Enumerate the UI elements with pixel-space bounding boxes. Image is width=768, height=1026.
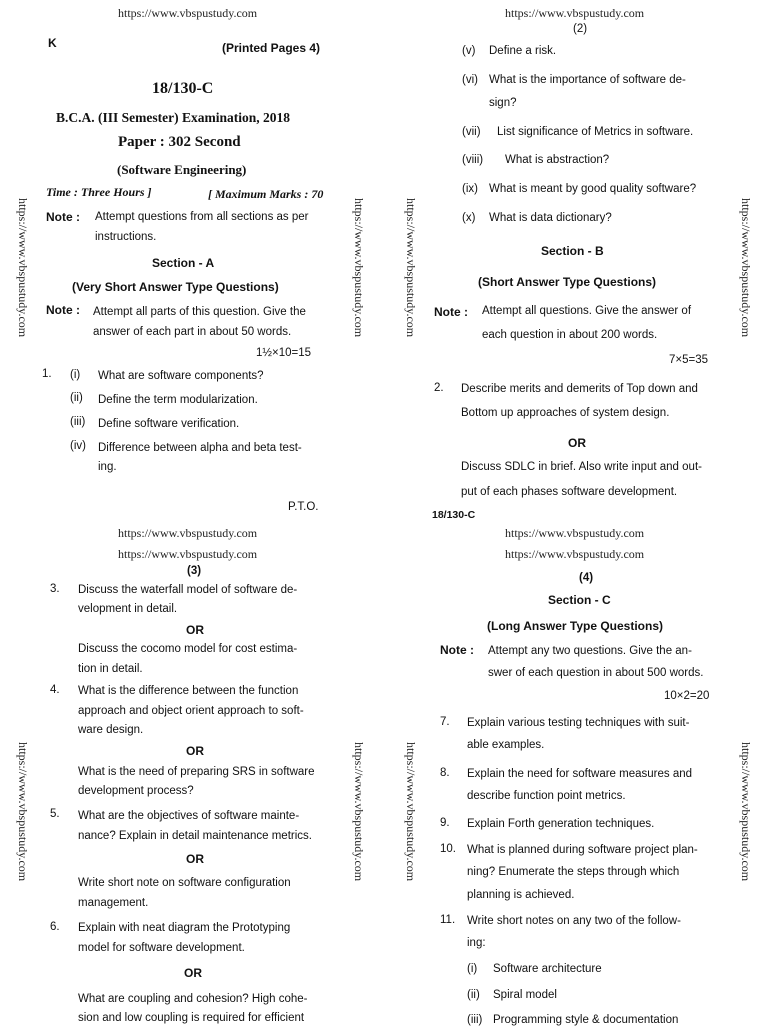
q1-number: 1. bbox=[42, 368, 52, 380]
q9-text: Explain Forth generation techniques. bbox=[467, 818, 655, 830]
q4-or: OR bbox=[186, 744, 204, 758]
q2-alt-text-1: Discuss SDLC in brief. Also write input and out- bbox=[461, 461, 702, 473]
mid-url-left-2: https://www.vbspustudy.com bbox=[118, 547, 258, 561]
section-b-heading: Section - B bbox=[541, 244, 604, 258]
note2-line-1: Attempt all parts of this question. Give the bbox=[93, 306, 306, 318]
q11-number: 11. bbox=[440, 914, 456, 926]
q2-alt-text-2: put of each phases software development. bbox=[461, 486, 678, 498]
q1-iv-text-2: ing. bbox=[98, 461, 117, 473]
q11-iii-text: Programming style & documentation bbox=[493, 1014, 679, 1026]
q3-text-1: Discuss the waterfall model of software de- bbox=[78, 584, 298, 596]
q7-number: 7. bbox=[440, 716, 450, 728]
q1-x-text: What is data dictionary? bbox=[489, 212, 612, 224]
side-url-left-top: https://www.vbspustudy.com bbox=[16, 198, 30, 338]
q1-vi-text-1: What is the importance of software de- bbox=[489, 74, 686, 86]
section-b-note-2: each question in about 200 words. bbox=[482, 329, 658, 341]
exam-title: B.C.A. (III Semester) Examination, 2018 bbox=[56, 110, 290, 125]
q2-text-2: Bottom up approaches of system design. bbox=[461, 407, 670, 419]
side-url-left-bottom: https://www.vbspustudy.com bbox=[16, 742, 30, 882]
q11-text-1: Write short notes on any two of the follow- bbox=[467, 915, 681, 927]
note-label: Note : bbox=[46, 210, 80, 224]
q2-number: 2. bbox=[434, 382, 444, 394]
section-b-marks: 7×5=35 bbox=[669, 354, 709, 366]
q3-number: 3. bbox=[50, 583, 60, 595]
max-marks-label: [ Maximum Marks : 70 bbox=[208, 187, 324, 201]
header-url-right: https://www.vbspustudy.com bbox=[505, 6, 645, 20]
q6-alt-text-2: sion and low coupling is required for efficient bbox=[78, 1012, 305, 1024]
q1-v-number: (v) bbox=[462, 45, 476, 57]
q1-viii-text: What is abstraction? bbox=[505, 154, 610, 166]
q1-ix-number: (ix) bbox=[462, 183, 478, 195]
q11-ii-text: Spiral model bbox=[493, 989, 557, 1001]
q1-i-text: What are software components? bbox=[98, 370, 264, 382]
q6-alt-text-1: What are coupling and cohesion? High cohe- bbox=[78, 993, 308, 1005]
header-url-left: https://www.vbspustudy.com bbox=[118, 6, 258, 20]
q1-vi-text-2: sign? bbox=[489, 97, 517, 109]
note-line-1: Attempt questions from all sections as per bbox=[95, 211, 309, 223]
q1-ii-text: Define the term modularization. bbox=[98, 394, 258, 406]
side-url-mid1-top: https://www.vbspustudy.com bbox=[352, 198, 366, 338]
note2-label: Note : bbox=[46, 303, 80, 317]
side-url-right-bottom: https://www.vbspustudy.com bbox=[739, 742, 753, 882]
q5-alt-text-1: Write short note on software configuration bbox=[78, 877, 291, 889]
section-b-subheading: (Short Answer Type Questions) bbox=[478, 275, 657, 289]
q6-or: OR bbox=[184, 966, 202, 980]
section-c-note-2: swer of each question in about 500 words. bbox=[488, 667, 704, 679]
q1-iv-text-1: Difference between alpha and beta test- bbox=[98, 442, 302, 454]
page-3-number: (3) bbox=[187, 565, 202, 577]
time-label: Time : Three Hours ] bbox=[46, 185, 152, 199]
section-a-subheading: (Very Short Answer Type Questions) bbox=[72, 280, 279, 294]
q3-text-2: velopment in detail. bbox=[78, 603, 178, 615]
q11-iii-number: (iii) bbox=[467, 1014, 483, 1026]
q4-text-1: What is the difference between the function bbox=[78, 685, 299, 697]
q5-alt-text-2: management. bbox=[78, 897, 149, 909]
side-url-mid1-bottom: https://www.vbspustudy.com bbox=[352, 742, 366, 882]
q1-v-text: Define a risk. bbox=[489, 45, 557, 57]
q7-text-2: able examples. bbox=[467, 739, 545, 751]
q1-vii-text: List significance of Metrics in software. bbox=[497, 126, 694, 138]
q10-text-1: What is planned during software project plan- bbox=[467, 844, 698, 856]
q10-number: 10. bbox=[440, 843, 456, 855]
q5-text-2: nance? Explain in detail maintenance metrics. bbox=[78, 830, 312, 842]
q1-vii-number: (vii) bbox=[462, 126, 481, 138]
printed-pages: (Printed Pages 4) bbox=[222, 41, 321, 55]
note-line-2: instructions. bbox=[95, 231, 157, 243]
q11-ii-number: (ii) bbox=[467, 989, 480, 1001]
q11-i-number: (i) bbox=[467, 963, 478, 975]
q4-alt-text-2: development process? bbox=[78, 785, 194, 797]
subject-title: (Software Engineering) bbox=[117, 162, 247, 177]
side-url-mid2-bottom: https://www.vbspustudy.com bbox=[404, 742, 418, 882]
q7-text-1: Explain various testing techniques with suit- bbox=[467, 717, 690, 729]
mid-url-right-2: https://www.vbspustudy.com bbox=[505, 547, 645, 561]
q1-iv-number: (iv) bbox=[70, 440, 86, 452]
q5-text-1: What are the objectives of software mainte- bbox=[78, 810, 300, 822]
side-url-right-top: https://www.vbspustudy.com bbox=[739, 198, 753, 338]
q2-or: OR bbox=[568, 436, 586, 450]
note2-line-2: answer of each part in about 50 words. bbox=[93, 326, 292, 338]
q6-number: 6. bbox=[50, 921, 60, 933]
q11-i-text: Software architecture bbox=[493, 963, 602, 975]
q6-text-2: model for software development. bbox=[78, 942, 245, 954]
q11-text-2: ing: bbox=[467, 937, 486, 949]
q1-vi-number: (vi) bbox=[462, 74, 478, 86]
q4-alt-text-1: What is the need of preparing SRS in software bbox=[78, 766, 315, 778]
q1-viii-number: (viii) bbox=[462, 154, 484, 166]
section-a-marks: 1½×10=15 bbox=[256, 347, 312, 359]
q8-number: 8. bbox=[440, 767, 450, 779]
q3-or: OR bbox=[186, 623, 204, 637]
code-letter: K bbox=[48, 36, 57, 50]
q6-text-1: Explain with neat diagram the Prototyping bbox=[78, 922, 291, 934]
q9-number: 9. bbox=[440, 817, 450, 829]
page-2-footer-code: 18/130-C bbox=[432, 509, 476, 521]
q5-number: 5. bbox=[50, 808, 60, 820]
section-c-note-1: Attempt any two questions. Give the an- bbox=[488, 645, 692, 657]
q8-text-1: Explain the need for software measures and bbox=[467, 768, 693, 780]
q8-text-2: describe function point metrics. bbox=[467, 790, 626, 802]
side-url-mid2-top: https://www.vbspustudy.com bbox=[404, 198, 418, 338]
section-c-subheading: (Long Answer Type Questions) bbox=[487, 619, 664, 633]
pto-label: P.T.O. bbox=[288, 501, 319, 513]
q3-alt-text-2: tion in detail. bbox=[78, 663, 143, 675]
section-a-heading: Section - A bbox=[152, 256, 215, 270]
paper-title: Paper : 302 Second bbox=[118, 134, 241, 150]
q10-text-2: ning? Enumerate the steps through which bbox=[467, 866, 680, 878]
q10-text-3: planning is achieved. bbox=[467, 889, 575, 901]
section-b-note-label: Note : bbox=[434, 305, 468, 319]
q4-number: 4. bbox=[50, 684, 60, 696]
page-2-number: (2) bbox=[573, 23, 588, 35]
mid-url-left-1: https://www.vbspustudy.com bbox=[118, 526, 258, 540]
q2-text-1: Describe merits and demerits of Top down and bbox=[461, 383, 698, 395]
q4-text-2: approach and object orient approach to soft- bbox=[78, 705, 304, 717]
q1-x-number: (x) bbox=[462, 212, 476, 224]
q3-alt-text-1: Discuss the cocomo model for cost estima- bbox=[78, 643, 298, 655]
section-c-marks: 10×2=20 bbox=[664, 690, 710, 702]
q1-iii-text: Define software verification. bbox=[98, 418, 240, 430]
q1-ii-number: (ii) bbox=[70, 392, 83, 404]
q1-ix-text: What is meant by good quality software? bbox=[489, 183, 697, 195]
mid-url-right-1: https://www.vbspustudy.com bbox=[505, 526, 645, 540]
paper-code: 18/130-C bbox=[152, 80, 214, 97]
q4-text-3: ware design. bbox=[78, 724, 144, 736]
q1-i-number: (i) bbox=[70, 369, 81, 381]
section-c-note-label: Note : bbox=[440, 643, 474, 657]
section-b-note-1: Attempt all questions. Give the answer of bbox=[482, 305, 692, 317]
q1-iii-number: (iii) bbox=[70, 416, 86, 428]
q5-or: OR bbox=[186, 852, 204, 866]
page-4-number: (4) bbox=[579, 572, 594, 584]
section-c-heading: Section - C bbox=[548, 593, 611, 607]
